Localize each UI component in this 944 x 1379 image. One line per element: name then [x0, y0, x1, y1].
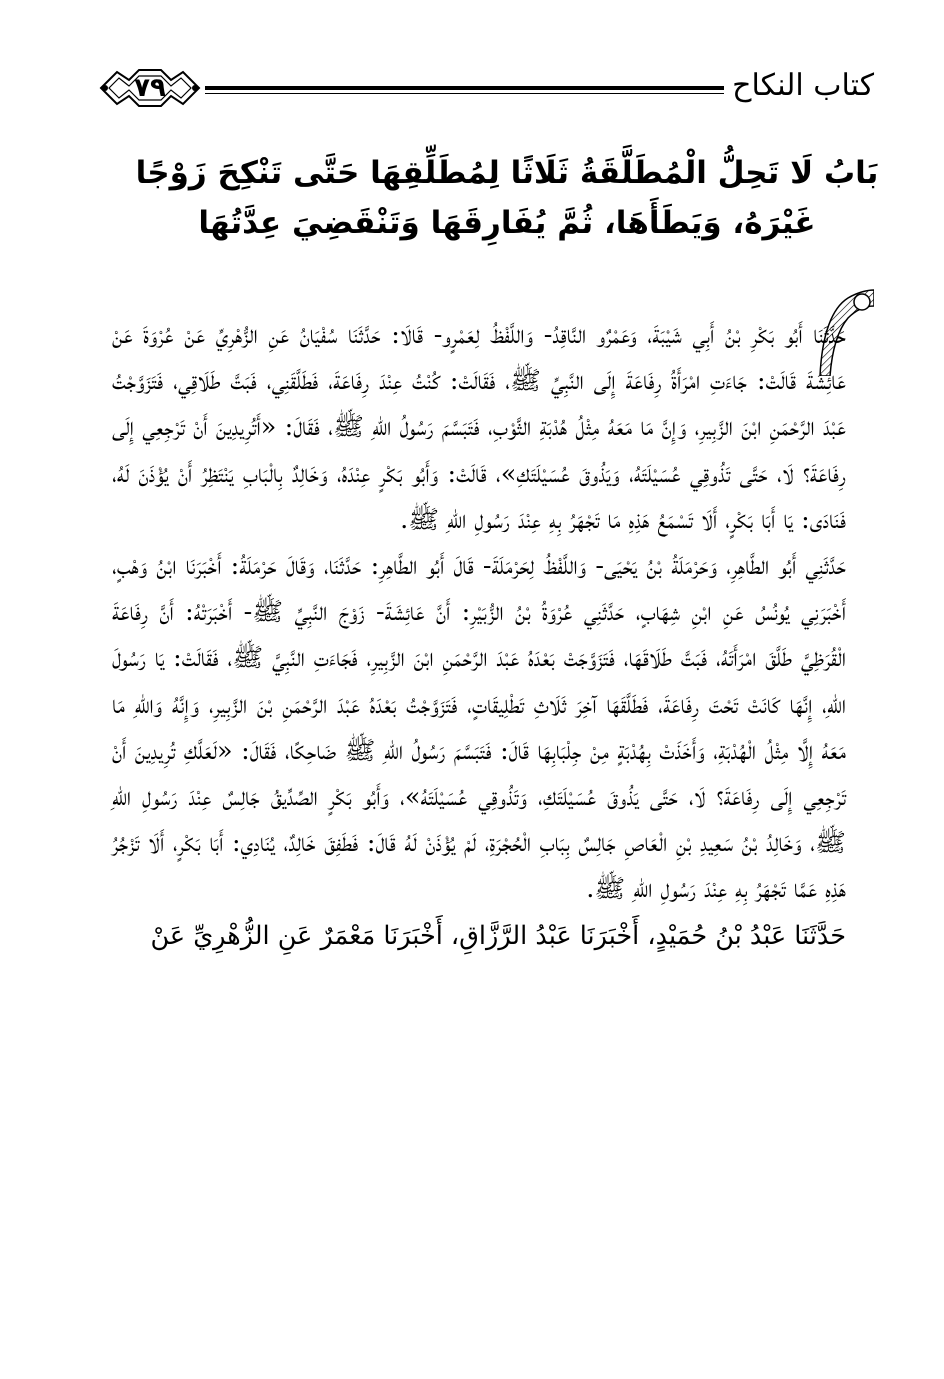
book-title: كتاب النكاح	[732, 68, 874, 103]
paragraph-2: حَدَّثَنِي أَبُو الطَّاهِرِ، وَحَرْمَلَةُ بْنُ يَحْيَى- وَاللَّفْظُ لِحَرْمَلَةَ- قَالَ أَبُو الطَّاهِرِ: حَدَّثَنَا، وَقَالَ حَرْمَلَةُ: أَخْبَرَنَا ابْنُ وَهْبٍ، أَخْبَرَنِي يُونُسُ عَنِ ابْنِ شِهَابٍ، حَدَّثَنِي عُرْوَةُ بْنُ الزُّبَيْرِ: أَنَّ عَائِشَةَ- زَوْجَ النَّبِيِّ ﷺ- أَخْبَرَتْهُ: أَنَّ رِفَاعَةَ الْقُرَظِيَّ طَلَّقَ امْرَأَتَهُ، فَبَتَّ طَلَاقَهَا، فَتَزَوَّجَتْ بَعْدَهُ عَبْدَ الرَّحْمَنِ ابْنَ الزَّبِيرِ، فَجَاءَتِ النَّبِيَّ ﷺ، فَقَالَتْ: يَا رَسُولَ اللهِ، إِنَّهَا كَانَتْ تَحْتَ رِفَاعَةَ، فَطَلَّقَهَا آخِرَ ثَلَاثِ تَطْلِيقَاتٍ، فَتَزَوَّجْتُ بَعْدَهُ عَبْدَ الرَّحْمَنِ بْنَ الزَّبِيرِ، وَإِنَّهُ وَاللهِ مَا مَعَهُ إِلَّا مِثْلُ الْهُدْبَةِ، وَأَخَذَتْ بِهُدْبَةٍ مِنْ جِلْبَابِهَا قَالَ: فَتَبَسَّمَ رَسُولُ اللهِ ﷺ ضَاحِكًا، فَقَالَ: «لَعَلَّكِ تُرِيدِينَ أَنْ تَرْجِعِي إِلَى رِفَاعَةَ؟ لَا، حَتَّى يَذُوقَ عُسَيْلَتَكِ، وَتَذُوقِي عُسَيْلَتَهُ»، وَأَبُو بَكْرٍ الصِّدِّيقُ جَالِسٌ عِنْدَ رَسُولِ اللهِ ﷺ، وَخَالِدُ بْنُ سَعِيدِ بْنِ الْعَاصِ جَالِسٌ بِبَابِ الْحُجْرَةِ، لَمْ يُؤْذَنْ لَهُ قَالَ: فَطَفِقَ خَالِدٌ، يُنَادِي: أَبَا بَكْرٍ، أَلَا تَزْجُرُ هَذِهِ عَمَّا تَجْهَرُ بِهِ عِنْدَ رَسُولِ اللهِ ﷺ.	[112, 551, 846, 905]
page-header	[95, 62, 874, 114]
page-number: ٧٩	[134, 73, 166, 103]
paragraph-3: حَدَّثَنَا عَبْدُ بْنُ حُمَيْدٍ، أَخْبَرَنَا عَبْدُ الرَّزَّاقِ، أَخْبَرَنَا مَعْمَرٌ عَنِ الزُّهْرِيِّ عَنْ	[150, 920, 846, 951]
header-rule	[205, 86, 724, 90]
paragraph-1: حَدَّثَنَا أَبُو بَكْرِ بْنُ أَبِي شَيْبَةَ، وَعَمْرٌو النَّاقِدُ- وَاللَّفْظُ لِعَمْرٍو- قَالَا: حَدَّثَنَا سُفْيَانُ عَنِ الزُّهْرِيِّ عَنْ عُرْوَةَ عَنْ عَائِشَةَ قَالَتْ: جَاءَتِ امْرَأَةُ رِفَاعَةَ إِلَى النَّبِيِّ ﷺ، فَقَالَتْ: كُنْتُ عِنْدَ رِفَاعَةَ، فَطَلَّقَنِي، فَبَتَّ طَلَاقِي، فَتَزَوَّجْتُ عَبْدَ الرَّحْمَنِ ابْنَ الزَّبِيرِ، وَإِنَّ مَا مَعَهُ مِثْلُ هُدْبَةِ الثَّوْبِ، فَتَبَسَّمَ رَسُولُ اللهِ ﷺ، فَقَالَ: «أَتُرِيدِينَ أَنْ تَرْجِعِي إِلَى رِفَاعَةَ؟ لَا، حَتَّى تَذُوقِي عُسَيْلَتَهُ، وَيَذُوقَ عُسَيْلَتَكِ»، قَالَتْ: وَأَبُو بَكْرٍ عِنْدَهُ، وَخَالِدٌ بِالْبَابِ يَنْتَظِرُ أَنْ يُؤْذَنَ لَهُ، فَنَادَى: يَا أَبَا بَكْرٍ، أَلَا تَسْمَعُ هَذِهِ مَا تَجْهَرُ بِهِ عِنْدَ رَسُولِ اللهِ ﷺ.	[112, 320, 846, 535]
chapter-title: بَابُ لَا تَحِلُّ الْمُطَلَّقَةُ ثَلَاثًا لِمُطَلِّقِهَا حَتَّى تَنْكِحَ زَوْجًا غَيْرَهُ، وَيَطَأَهَا، ثُمَّ يُفَارِقَهَا وَتَنْقَضِيَ عِدَّتُهَا	[135, 155, 879, 241]
hadith-text	[112, 312, 846, 959]
